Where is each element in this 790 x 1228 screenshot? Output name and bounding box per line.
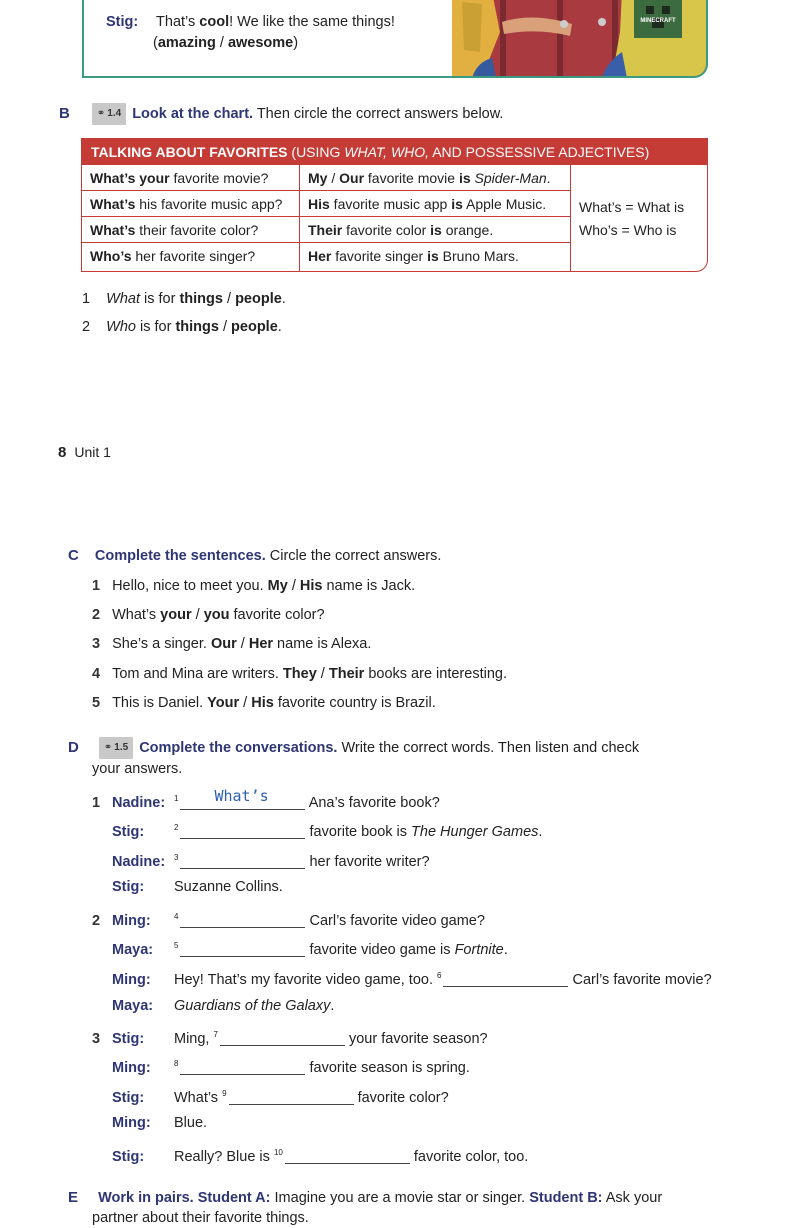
blank-number: 6: [437, 971, 442, 980]
item-text: She’s a singer.: [112, 636, 211, 652]
answer-italic: Spider-Man: [474, 170, 547, 186]
answer-blank[interactable]: [285, 1148, 410, 1164]
dialogue-line: [92, 1143, 528, 1167]
list-item: [92, 693, 436, 713]
list-item: [92, 634, 371, 654]
line-text: Ming,: [174, 1031, 214, 1047]
line-text: Ana’s favorite book?: [308, 795, 440, 811]
speaker-label: Ming:: [112, 1115, 151, 1131]
speaker-label: Stig:: [112, 879, 145, 895]
page-footer: [58, 444, 111, 461]
answer-end: Bruno Mars.: [438, 248, 519, 264]
chart-answer-cell: [300, 165, 571, 191]
speaker-label: Nadine:: [112, 854, 166, 870]
dialogue-line: [92, 936, 508, 960]
question-rest: her favorite singer?: [131, 248, 256, 264]
choice-a[interactable]: your: [160, 607, 192, 623]
answer-blank[interactable]: [180, 853, 305, 869]
item-number: 2: [82, 319, 91, 335]
list-item: [92, 605, 325, 625]
blank-number: 9: [222, 1089, 227, 1098]
line-text: What’s: [174, 1090, 223, 1106]
choice-sep: /: [236, 636, 249, 652]
item-text: favorite country is Brazil.: [273, 695, 436, 711]
chart-header-rest-2: AND POSSESSIVE ADJECTIVES): [429, 144, 650, 160]
question-rest: favorite movie?: [169, 170, 269, 186]
speaker-label: Ming:: [112, 972, 151, 988]
headphones-icon: ⚭: [103, 742, 113, 753]
student-b-text: Ask your: [602, 1190, 663, 1206]
list-item: [92, 576, 415, 596]
answer-sep: /: [327, 170, 340, 186]
speaker-label: Stig:: [112, 1149, 145, 1165]
chart-question-cell: [82, 243, 300, 271]
choice-sep: /: [239, 695, 252, 711]
choice-sep: /: [316, 666, 329, 682]
answer-end: Apple Music.: [462, 196, 547, 212]
section-c-title: Complete the sentences.: [94, 548, 266, 564]
unit-label: Unit 1: [74, 444, 111, 460]
list-item: [82, 289, 286, 309]
item-end: .: [277, 319, 282, 335]
student-b-label: Student B:: [529, 1190, 603, 1206]
choice-sep: /: [191, 607, 204, 623]
chart-header-italic: WHAT, WHO,: [344, 144, 430, 160]
section-b-title: Look at the chart.: [132, 106, 254, 122]
item-text: name is Alexa.: [273, 636, 372, 652]
item-italic: Who: [106, 319, 136, 335]
speaker-label: Ming:: [112, 1060, 151, 1076]
question-bold: Who’s: [90, 248, 132, 264]
section-e-title: Work in pairs.: [98, 1190, 194, 1206]
item-text: name is Jack.: [322, 578, 416, 594]
photo-illustration: [452, 0, 706, 78]
speaker-label: Ming:: [112, 913, 151, 929]
item-text: favorite color?: [229, 607, 325, 623]
chart-answer-cell: [300, 243, 571, 271]
blank-number: 8: [174, 1059, 179, 1068]
answer-bold: Their: [308, 222, 343, 238]
choice-sep: /: [287, 578, 300, 594]
answer-blank[interactable]: [443, 971, 568, 987]
grammar-chart: [81, 138, 708, 272]
page-number: 8: [58, 444, 67, 461]
card-line-bold: cool: [199, 14, 230, 30]
dialogue-card: [82, 0, 708, 78]
section-c-instruction: Circle the correct answers.: [265, 548, 442, 564]
line-text-italic: Guardians of the Galaxy: [174, 998, 331, 1014]
answer-is: is: [427, 248, 439, 264]
line-text: favorite color, too.: [413, 1149, 529, 1165]
shirt-text: MINECRAFT: [640, 18, 676, 24]
section-e-letter: E: [68, 1189, 79, 1206]
item-number: 4: [92, 666, 101, 682]
speaker-label: Maya:: [112, 942, 154, 958]
answer-blank[interactable]: [180, 823, 305, 839]
section-e-line-2: partner about their favorite things.: [92, 1210, 309, 1226]
answer-end: orange.: [441, 222, 494, 238]
answer-is: is: [430, 222, 442, 238]
chart-question-cell: [82, 217, 300, 243]
blank-number: 10: [273, 1148, 283, 1157]
line-text: Carl’s favorite movie?: [572, 972, 712, 988]
answer-bold: Her: [308, 248, 332, 264]
speaker-label: Stig:: [112, 1090, 145, 1106]
blank-number: 4: [174, 912, 179, 921]
line-text: Hey! That’s my favorite video game, too.: [174, 972, 438, 988]
card-dialogue: [106, 12, 395, 54]
choice-a[interactable]: things: [179, 291, 223, 307]
answer-is: is: [451, 196, 463, 212]
answer-blank[interactable]: [220, 1030, 345, 1046]
line-text-italic: Fortnite: [454, 942, 504, 958]
answer-blank[interactable]: [180, 941, 305, 957]
conversation-number: 2: [92, 913, 101, 929]
choice-a[interactable]: things: [175, 319, 219, 335]
section-d-title: Complete the conversations.: [139, 740, 338, 756]
dialogue-line: [92, 966, 712, 990]
choice-a[interactable]: They: [282, 666, 317, 682]
answer-bold-2: Our: [339, 170, 365, 186]
blank-number: 2: [174, 823, 179, 832]
item-text: Tom and Mina are writers.: [112, 666, 283, 682]
choice-a[interactable]: Your: [207, 695, 240, 711]
choice-b[interactable]: people: [235, 291, 282, 307]
dialogue-line: [92, 907, 485, 931]
list-item: [92, 664, 507, 684]
line-text-end: .: [330, 998, 335, 1014]
line-text-italic: The Hunger Games: [411, 824, 539, 840]
conversation-number: 1: [92, 795, 101, 811]
dialogue-line: [92, 877, 283, 897]
line-text: favorite book is: [309, 824, 412, 840]
answer-mid: favorite movie: [364, 170, 459, 186]
section-c-heading: [68, 546, 441, 566]
choice-b[interactable]: people: [231, 319, 278, 335]
card-choice-sep: /: [215, 35, 228, 51]
dialogue-line: [92, 1113, 207, 1133]
conversation-number: 3: [92, 1031, 101, 1047]
audio-track-badge[interactable]: [92, 103, 126, 125]
section-d-instruction: Write the correct words. Then listen and check: [337, 740, 640, 756]
section-d-heading: [68, 737, 639, 779]
card-speaker: Stig:: [106, 14, 139, 30]
answer-is: is: [458, 170, 471, 186]
choice-b[interactable]: His: [251, 695, 274, 711]
question-rest: their favorite color?: [135, 222, 259, 238]
headphones-icon: ⚭: [96, 108, 106, 119]
card-choice-a: amazing: [157, 35, 216, 51]
card-line-pre: That’s: [156, 14, 200, 30]
speaker-label: Nadine:: [112, 795, 166, 811]
chart-header-rest-1: (USING: [287, 144, 345, 160]
answer-mid: favorite color: [342, 222, 431, 238]
student-a-label: Student A:: [193, 1190, 271, 1206]
card-choice-close: ): [293, 35, 299, 51]
line-text: her favorite writer?: [309, 854, 430, 870]
section-c-letter: C: [68, 547, 79, 564]
item-end: .: [281, 291, 286, 307]
chart-answer-cell: [300, 217, 571, 243]
answer-bold: His: [308, 196, 330, 212]
chart-header: [82, 139, 707, 165]
chart-note: Who’s = Who is: [579, 222, 677, 238]
chart-answer-cell: [300, 191, 571, 217]
line-text: Really? Blue is: [174, 1149, 274, 1165]
choice-sep: /: [218, 319, 232, 335]
students-photo: [452, 0, 706, 78]
chart-header-bold: TALKING ABOUT FAVORITES: [91, 144, 288, 160]
line-text: Suzanne Collins.: [174, 879, 283, 895]
dialogue-line: [92, 1084, 449, 1108]
speaker-label: Stig:: [112, 824, 145, 840]
dialogue-line: [92, 996, 334, 1016]
answer-mid: favorite singer: [331, 248, 428, 264]
item-number: 5: [92, 695, 101, 711]
section-d-letter: D: [68, 739, 79, 756]
chart-question-cell: [82, 165, 300, 191]
card-choice-open: (: [153, 35, 158, 51]
dialogue-line: [92, 818, 542, 842]
blank-number: 5: [174, 941, 179, 950]
audio-track-number: 1.5: [114, 742, 129, 753]
question-bold: What’s: [90, 196, 136, 212]
item-text: What’s: [112, 607, 161, 623]
choice-b[interactable]: His: [299, 578, 323, 594]
choice-b[interactable]: Her: [248, 636, 274, 652]
speaker-label: Stig:: [112, 1031, 145, 1047]
section-e-heading: [68, 1188, 662, 1228]
line-text: Carl’s favorite video game?: [309, 913, 485, 929]
dialogue-line: [92, 789, 440, 813]
item-number: 2: [92, 607, 101, 623]
section-b-letter: B: [59, 105, 70, 122]
handwritten-answer: What’s: [214, 787, 269, 805]
blank-number: 3: [174, 853, 179, 862]
chart-note: What’s = What is: [579, 199, 685, 215]
choice-a[interactable]: Our: [210, 636, 237, 652]
card-choice-b: awesome: [227, 35, 294, 51]
chart-question-cell: [82, 191, 300, 217]
dialogue-line: [92, 1025, 488, 1049]
section-b-instruction: Then circle the correct answers below.: [253, 106, 504, 122]
answer-blank[interactable]: [180, 912, 305, 928]
item-italic: What: [106, 291, 140, 307]
answer-blank[interactable]: [180, 787, 305, 810]
item-number: 3: [92, 636, 101, 652]
item-text: is for: [139, 291, 180, 307]
item-number: 1: [82, 291, 91, 307]
line-text: your favorite season?: [348, 1031, 488, 1047]
blank-number: 7: [213, 1030, 218, 1039]
item-text: Hello, nice to meet you.: [112, 578, 268, 594]
line-text: favorite season is spring.: [309, 1060, 470, 1076]
question-bold: What’s: [90, 222, 136, 238]
section-d-instruction-2: your answers.: [92, 761, 183, 777]
card-line-post: ! We like the same things!: [229, 14, 395, 30]
student-a-text: Imagine you are a movie star or singer.: [270, 1190, 530, 1206]
list-item: [82, 317, 282, 337]
dialogue-line: [92, 1054, 470, 1078]
chart-note-cell: [571, 165, 707, 271]
blank-number: 1: [174, 794, 179, 803]
choice-b[interactable]: Their: [328, 666, 365, 682]
answer-mid: favorite music app: [329, 196, 452, 212]
chart-grid: [82, 165, 707, 271]
question-rest: his favorite music app?: [135, 196, 283, 212]
choice-b[interactable]: you: [203, 607, 230, 623]
answer-end: .: [546, 170, 551, 186]
audio-track-badge[interactable]: [99, 737, 133, 759]
item-number: 1: [92, 578, 101, 594]
choice-sep: /: [222, 291, 236, 307]
audio-track-number: 1.4: [107, 108, 122, 119]
choice-a[interactable]: My: [267, 578, 288, 594]
section-b-heading: [59, 103, 503, 125]
item-text: books are interesting.: [364, 666, 507, 682]
answer-blank[interactable]: [229, 1089, 354, 1105]
line-text: Blue.: [174, 1115, 208, 1131]
line-text: favorite video game is: [309, 942, 455, 958]
line-text-end: .: [538, 824, 543, 840]
speaker-label: Maya:: [112, 998, 154, 1014]
item-text: This is Daniel.: [112, 695, 208, 711]
question-bold: What’s your: [90, 170, 170, 186]
dialogue-line: [92, 848, 430, 872]
line-text-end: .: [503, 942, 508, 958]
line-text: favorite color?: [357, 1090, 449, 1106]
answer-blank[interactable]: [180, 1059, 305, 1075]
answer-bold: My: [308, 170, 328, 186]
item-text: is for: [135, 319, 176, 335]
